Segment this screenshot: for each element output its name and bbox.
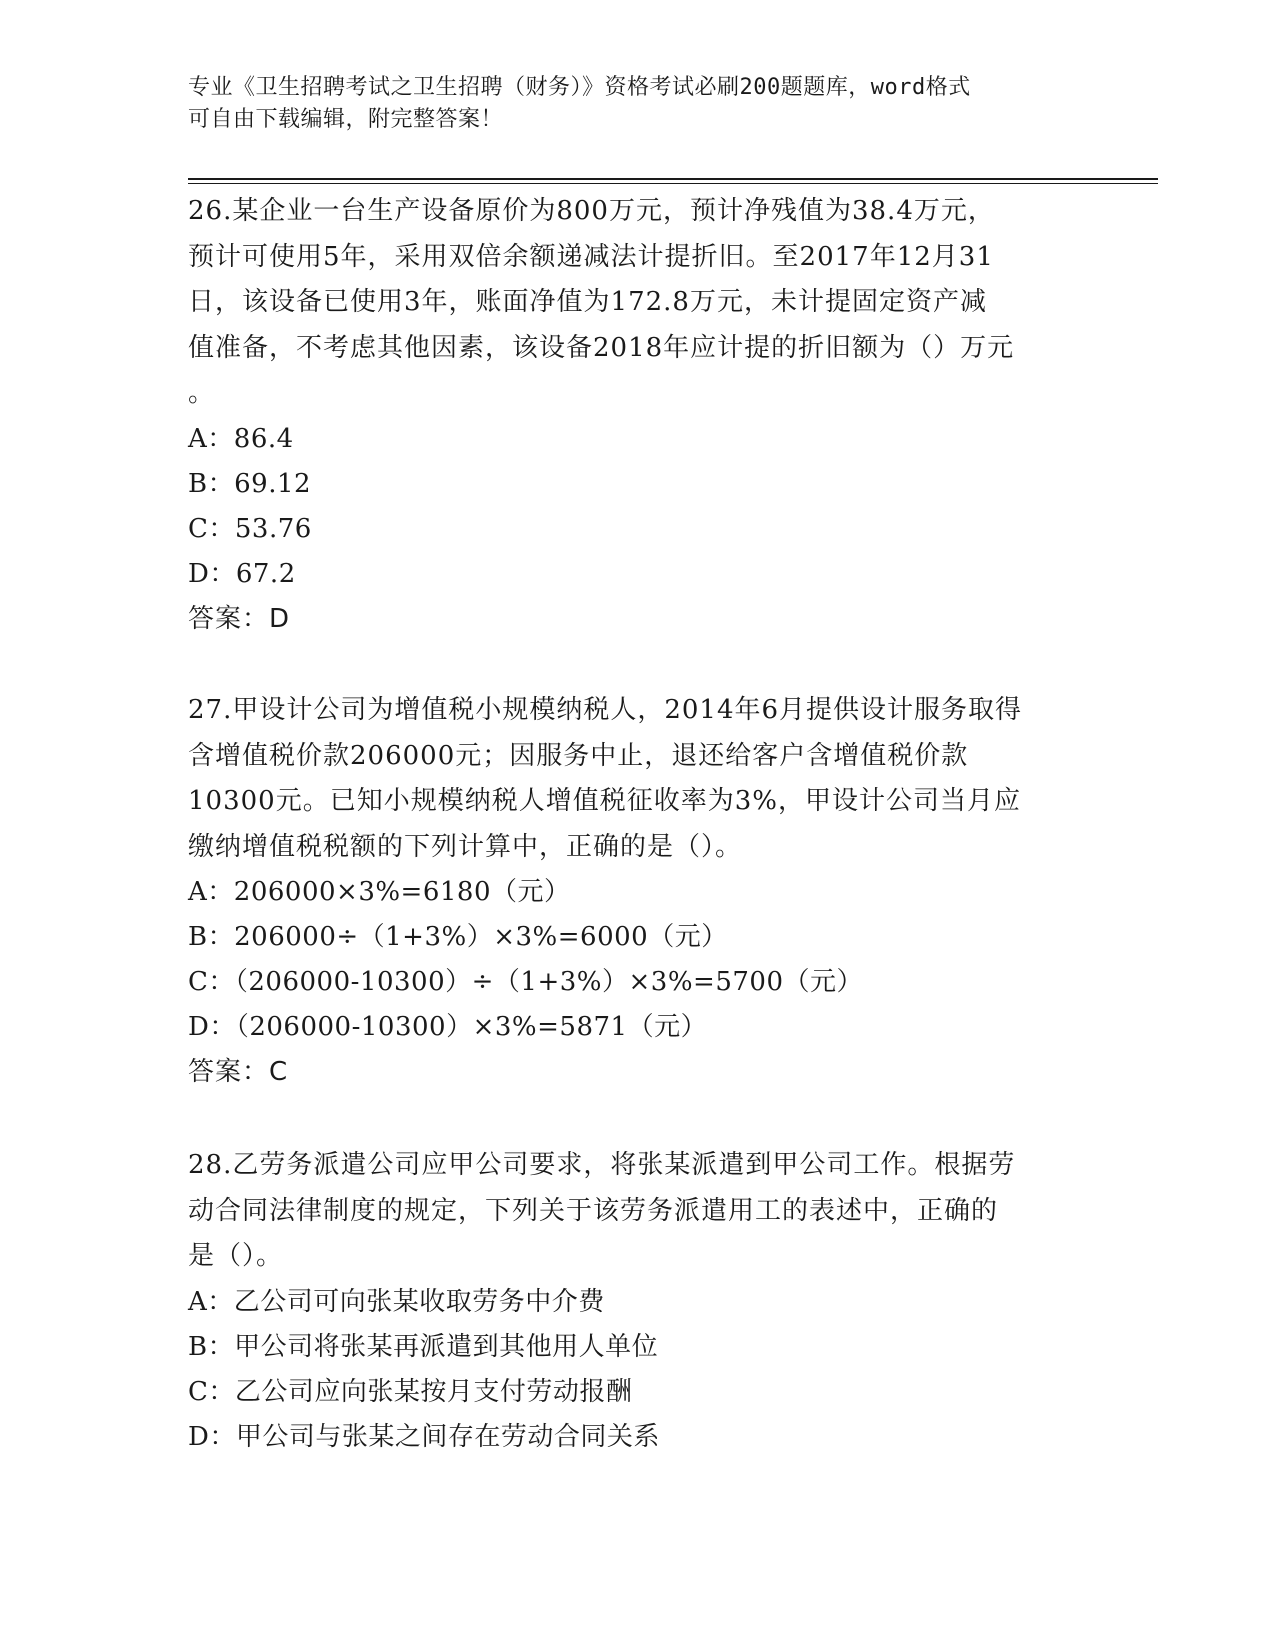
option-d: D：67.2 (188, 558, 296, 589)
option-a: A：206000×3%=6180（元） (188, 877, 571, 907)
question-text-line: 10300元。已知小规模纳税人增值税征收率为3%，甲设计公司当月应 (188, 786, 1021, 816)
option-b: B：甲公司将张某再派遣到其他用人单位 (188, 1331, 659, 1362)
header-line: 专业《卫生招聘考试之卫生招聘（财务）》资格考试必刷200题题库，word格式 (188, 75, 971, 100)
question-text-line: 26.某企业一台生产设备原价为800万元，预计净残值为38.4万元， (188, 196, 995, 226)
page-header (188, 72, 1088, 136)
option-a: A：86.4 (188, 423, 294, 454)
question-text-line: 含增值税价款206000元；因服务中止，退还给客户含增值税价款 (188, 740, 969, 771)
question-text-line: 。 (188, 378, 216, 408)
option-c: C：53.76 (188, 513, 312, 544)
answer: 答案：C (188, 1057, 289, 1087)
question-text-line: 28.乙劳务派遣公司应甲公司要求，将张某派遣到甲公司工作。根据劳 (188, 1150, 1016, 1180)
option-c: C：（206000-10300）÷（1+3%）×3%=5700（元） (188, 967, 863, 997)
option-b: B：69.12 (188, 468, 312, 499)
header-divider-thin (188, 183, 1158, 184)
header-divider (188, 178, 1158, 180)
question-28 (188, 1143, 1088, 1460)
question-text-line: 27.甲设计公司为增值税小规模纳税人，2014年6月提供设计服务取得 (188, 695, 1023, 725)
question-text-line: 预计可使用5年，采用双倍余额递减法计提折旧。至2017年12月31 (188, 241, 994, 272)
question-text-line: 缴纳增值税税额的下列计算中，正确的是（）。 (188, 831, 743, 862)
answer: 答案：D (188, 603, 291, 634)
header-line: 可自由下载编辑，附完整答案！ (188, 107, 504, 132)
option-a: A：乙公司可向张某收取劳务中介费 (188, 1286, 605, 1317)
option-d: D：甲公司与张某之间存在劳动合同关系 (188, 1421, 660, 1452)
option-b: B：206000÷（1+3%）×3%=6000（元） (188, 922, 728, 952)
question-27 (188, 688, 1088, 1095)
question-26 (188, 189, 1088, 642)
question-text-line: 是（）。 (188, 1241, 284, 1271)
question-text-line: 动合同法律制度的规定，下列关于该劳务派遣用工的表述中，正确的 (188, 1195, 999, 1226)
option-d: D：（206000-10300）×3%=5871（元） (188, 1012, 708, 1042)
question-text-line: 值准备，不考虑其他因素，该设备2018年应计提的折旧额为（）万元 (188, 332, 1015, 363)
question-text-line: 日，该设备已使用3年，账面净值为172.8万元，未计提固定资产减 (188, 287, 987, 317)
option-c: C：乙公司应向张某按月支付劳动报酬 (188, 1376, 633, 1407)
